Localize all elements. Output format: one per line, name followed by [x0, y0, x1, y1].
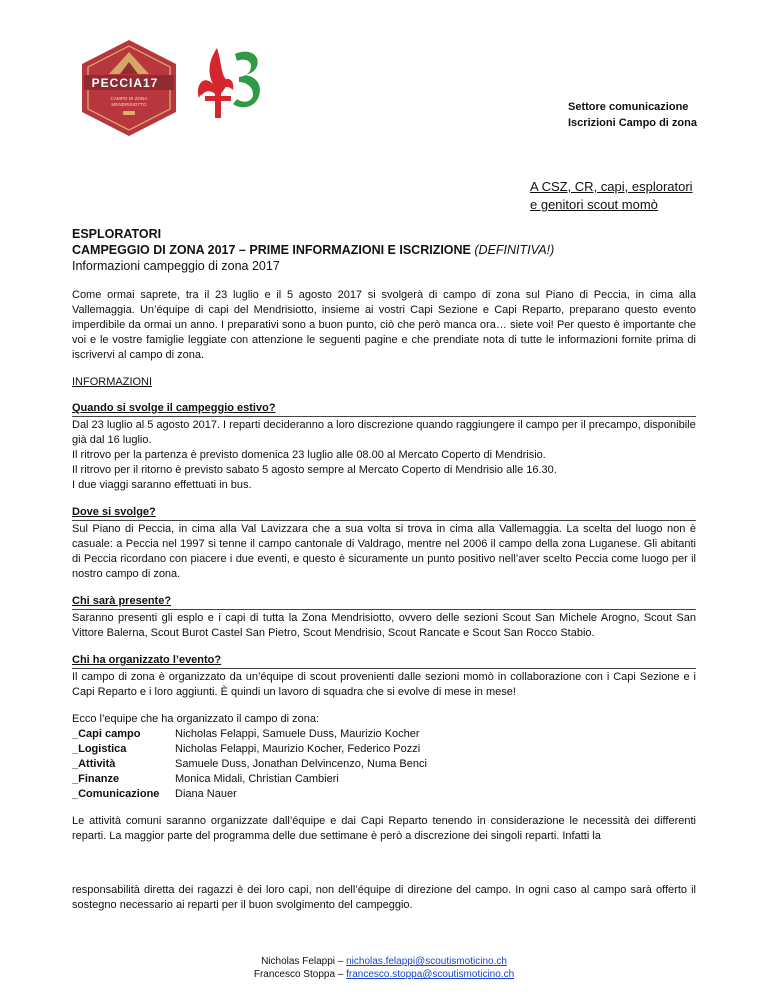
question-when — [72, 401, 696, 493]
team-intro: Ecco l’equipe che ha organizzato il campo di zona: — [72, 713, 320, 725]
question-when-title: Quando si svolge il campeggio estivo? — [72, 401, 696, 417]
footer-contact-name: Francesco Stoppa – — [253, 969, 347, 980]
footer-contacts — [0, 955, 768, 981]
question-who-title: Chi sarà presente? — [72, 594, 696, 610]
team-row — [72, 727, 696, 742]
question-organizer — [72, 653, 696, 700]
footer-contact-2 — [0, 968, 768, 981]
sender-department: Settore comunicazione — [568, 101, 689, 113]
recipients-line-1: A CSZ, CR, capi, esploratori — [530, 179, 693, 194]
team-role: _Logistica — [72, 743, 127, 755]
footer-contact-name: Nicholas Felappi – — [261, 956, 347, 967]
team-list — [72, 712, 696, 802]
heading-campeggio — [72, 242, 696, 258]
activities-paragraph: Le attività comuni saranno organizzate dall’équipe e dai Capi Reparto tenendo in considerazione le necessità dei differenti reparti. La maggior parte del programma delle due settimane è però a discrezione dei singoli reparti. Infatti la — [72, 815, 696, 842]
team-role: _Comunicazione — [72, 788, 160, 800]
question-who — [72, 594, 696, 641]
recipients-line-2: e genitori scout momò — [530, 197, 658, 212]
question-where — [72, 505, 696, 582]
team-names: Nicholas Felappi, Maurizio Kocher, Federico Pozzi — [175, 743, 421, 755]
footer-email-link[interactable]: francesco.stoppa@scoutismoticino.ch — [346, 969, 515, 980]
svg-text:PECCIA17: PECCIA17 — [91, 76, 159, 90]
recipients-block — [530, 178, 693, 214]
sender-subject: Iscrizioni Campo di zona — [568, 117, 697, 129]
team-names: Monica Midali, Christian Cambieri — [175, 773, 339, 785]
intro-paragraph: Come ormai saprete, tra il 23 luglio e il 5 agosto 2017 si svolgerà di campo di zona sul Piano di Peccia, in cima alla Vallemaggia. Un’équipe di capi del Mendrisiotto, insieme ai vostri Capi Sezione e Capi Reparto, preparano questo evento imperdibile da ormai un anno. I preparativi sono a buon punto, ciò che però manca ora… siete voi! Per questo è importante che voi e le vostre famiglie leggiate con attenzione le seguenti pagine e che prendiate nota di tutte le informazioni fornite prima di iscrivervi al campo di zona. — [72, 289, 696, 361]
heading-campeggio-note: (DEFINITIVA!) — [474, 243, 555, 257]
question-who-answer: Saranno presenti gli esplo e i capi di tutta la Zona Mendrisiotto, ovvero delle sezioni Scout San Michele Arogno, Scout San Vittore Balerna, Scout Burot Castel San Pietro, Scout Mendrisio, Scout Rancate e Scout San Rocco Stabio. — [72, 612, 696, 639]
subheading: Informazioni campeggio di zona 2017 — [72, 259, 280, 273]
svg-text:MENDRISIOTTO: MENDRISIOTTO — [111, 102, 147, 107]
document-body — [72, 226, 696, 856]
footer-email-link[interactable]: nicholas.felappi@scoutismoticino.ch — [346, 956, 507, 967]
team-role: _Finanze — [72, 773, 120, 785]
svg-text:CAMPO DI ZONA: CAMPO DI ZONA — [110, 96, 148, 101]
continuation-paragraph: responsabilità diretta dei ragazzi è dei loro capi, non dell’équipe di direzione del campo. In ogni caso al campo sarà offerto il sostegno necessario ai reparti per il buon svolgimento del campeggio. — [72, 884, 696, 911]
question-where-answer: Sul Piano di Peccia, in cima alla Val Lavizzara che a sua volta si trova in cima alla Vallemaggia. La scelta del luogo non è casuale: a Peccia nel 1997 si tenne il campo cantonale di Valdrago, mentre nel 2006 il campo della zona Luganese. Gli abitanti di Peccia ricordano con piacere i due eventi, e questo è sicuramente un punto positivo nell’aver scelto Peccia come luogo per il nostro campo di zona. — [72, 523, 696, 580]
team-row — [72, 742, 696, 757]
team-names: Samuele Duss, Jonathan Delvincenzo, Numa Benci — [175, 758, 427, 770]
peccia17-logo — [76, 38, 182, 138]
team-names: Diana Nauer — [175, 788, 237, 800]
question-when-line: I due viaggi saranno effettuati in bus. — [72, 479, 252, 491]
footer-contact-1 — [0, 955, 768, 968]
team-row — [72, 757, 696, 772]
question-organizer-answer: Il campo di zona è organizzato da un’équipe di scout provenienti dalle sezioni momò in collaborazione con i Capi Sezione e i Capi Reparto e i loro aggiunti. È quindi un lavoro di squadra che si evolve di mese in mese! — [72, 671, 696, 698]
team-role: _Attività — [72, 758, 116, 770]
team-row — [72, 772, 696, 787]
question-when-line: Il ritrovo per la partenza è previsto domenica 23 luglio alle 08.00 al Mercato Coperto di Mendrisio. — [72, 449, 546, 461]
sender-block — [568, 99, 697, 131]
question-when-line: Il ritrovo per il ritorno è previsto sabato 5 agosto sempre al Mercato Coperto di Mendrisio alle 16.30. — [72, 464, 557, 476]
heading-campeggio-main: CAMPEGGIO DI ZONA 2017 – PRIME INFORMAZIONI E ISCRIZIONE — [72, 243, 475, 257]
question-when-line: Dal 23 luglio al 5 agosto 2017. I reparti decideranno a loro discrezione quando raggiungere il campo per il precampo, disponibile già dal 16 luglio. — [72, 419, 696, 446]
team-row — [72, 787, 696, 802]
team-role: _Capi campo — [72, 728, 141, 740]
question-where-title: Dove si svolge? — [72, 505, 696, 521]
section-title-informazioni: INFORMAZIONI — [72, 376, 153, 388]
scout-lily-logo — [195, 44, 267, 124]
question-organizer-title: Chi ha organizzato l’evento? — [72, 653, 696, 669]
team-names: Nicholas Felappi, Samuele Duss, Maurizio Kocher — [175, 728, 420, 740]
heading-esploratori: ESPLORATORI — [72, 227, 162, 241]
